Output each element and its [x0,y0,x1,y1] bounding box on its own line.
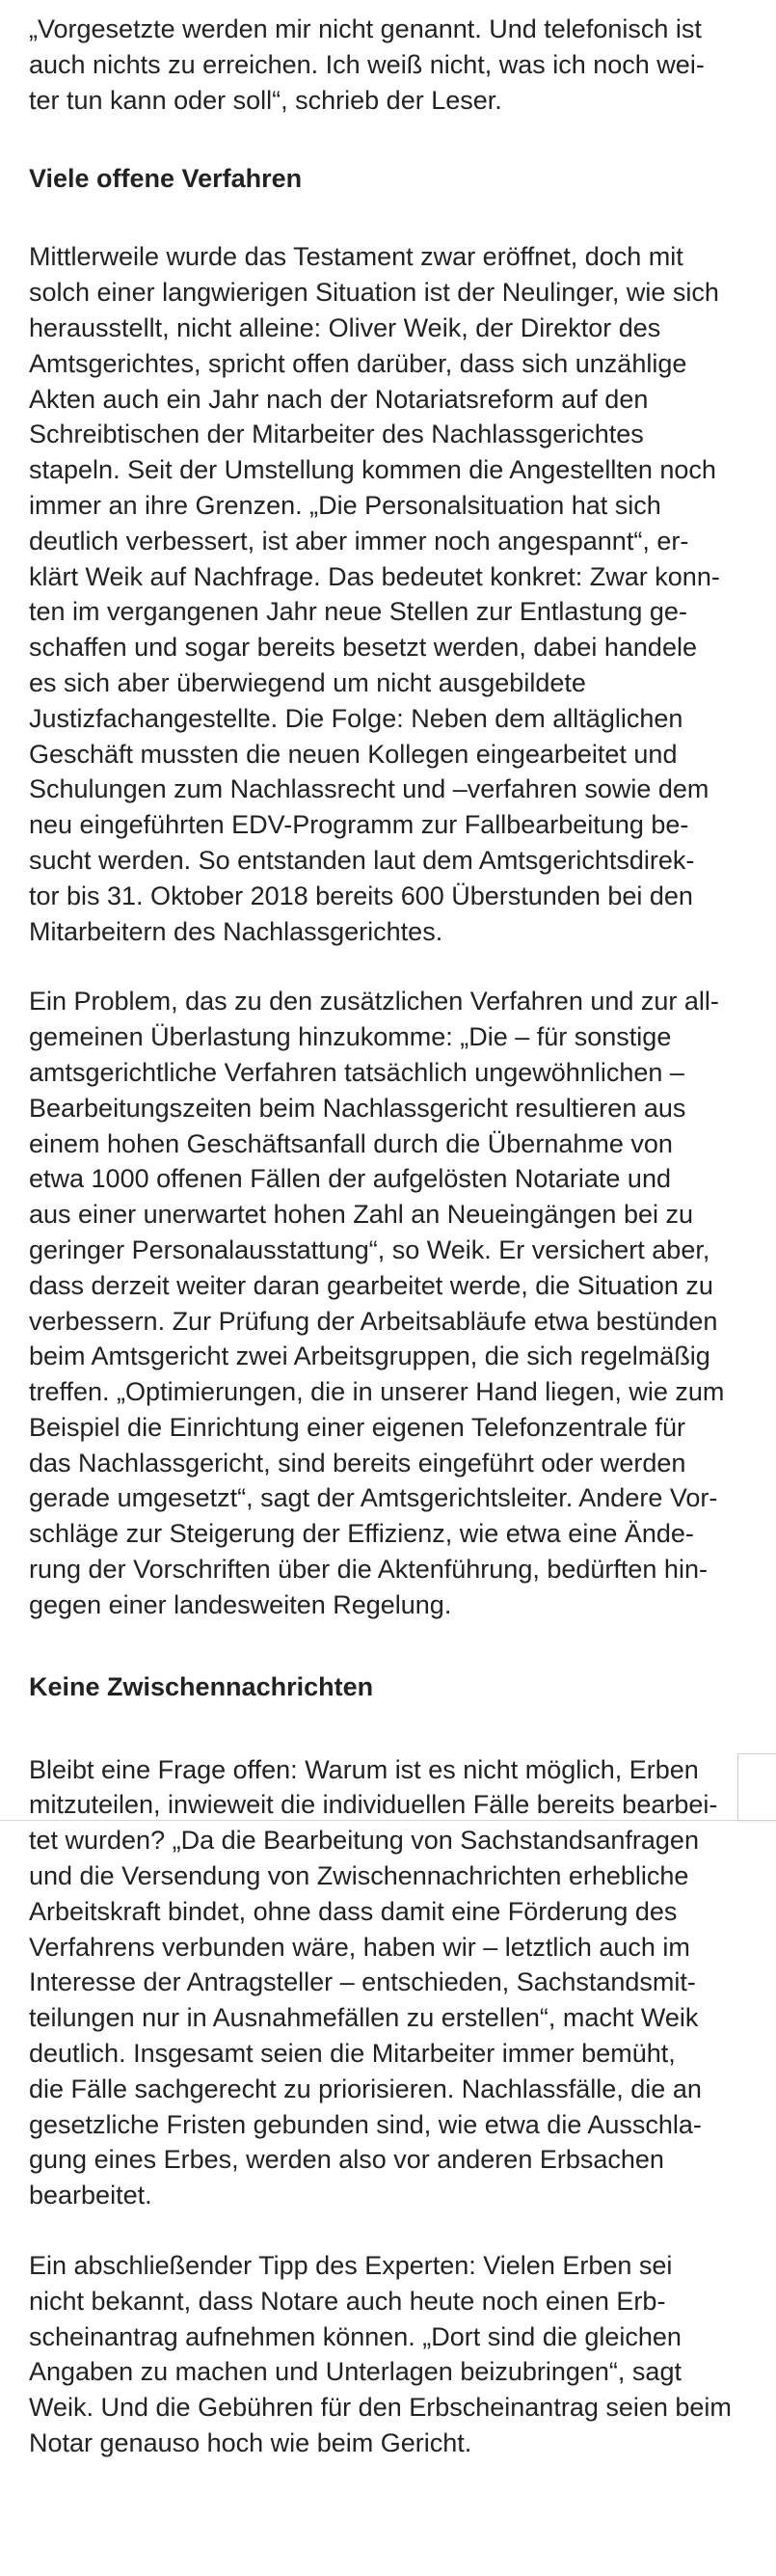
text-line: immer an ihre Grenzen. „Die Personalsituation hat sich [29,490,661,520]
text-line: verbessern. Zur Prüfung der Arbeitsabläufe etwa bestünden [29,1306,718,1336]
text-line: schaffen und sogar bereits besetzt werden, dabei handele [29,633,697,663]
section-heading-viele-offene-verfahren: Viele offene Verfahren [29,164,303,194]
paragraph-problem-ueberlastung [29,984,750,1622]
text-line: Bleibt eine Frage offen: Warum ist es nicht möglich, Erben [29,1754,699,1784]
text-line: mitzuteilen, inwieweit die individuellen Fälle bereits bearbei- [29,1790,718,1820]
text-line: rung der Vorschriften über die Aktenführung, bedürften hin- [29,1555,708,1585]
text-line: Schulungen zum Nachlassrecht und –verfahren sowie dem [29,774,709,804]
side-scroll-widget[interactable] [737,1753,776,1821]
text-line: Justizfachangestellte. Die Folge: Neben dem alltäglichen [29,703,683,733]
text-line: gemeinen Überlastung hinzukomme: „Die – für sonstige [29,1022,672,1052]
text-line: teilungen nur in Ausnahmefällen zu erstellen“, macht Weik [29,2003,699,2033]
paragraph-personalsituation [29,239,750,949]
text-line: tor bis 31. Oktober 2018 bereits 600 Überstunden bei den [29,881,693,910]
text-line: Bearbeitungszeiten beim Nachlassgericht resultieren aus [29,1093,686,1123]
intro-paragraph [29,12,750,118]
text-line: scheinantrag aufnehmen können. „Dort sind die gleichen [29,2321,682,2351]
text-line: gesetzliche Fristen gebunden sind, wie etwa die Ausschla- [29,2109,702,2139]
text-line: das Nachlassgericht, sind bereits eingeführt oder werden [29,1448,686,1478]
text-line: Weik. Und die Gebühren für den Erbscheinantrag seien beim [29,2393,732,2423]
text-line: Verfahrens verbunden wäre, haben wir – letztlich auch im [29,1932,690,1962]
text-line: nicht bekannt, dass Notare auch heute noch einen Erb- [29,2286,666,2316]
text-line: schläge zur Steigerung der Effizienz, wie etwa eine Ände- [29,1519,694,1549]
text-line: Angaben zu machen und Unterlagen beizubringen“, sagt [29,2357,682,2387]
text-line: etwa 1000 offenen Fällen der aufgelösten Notariate und [29,1164,671,1194]
text-line: deutlich verbessert, ist aber immer noch angespannt“, er- [29,526,689,556]
text-line: „Vorgesetzte werden mir nicht genannt. Und telefonisch ist [29,14,702,43]
text-line: Amtsgerichtes, spricht offen darüber, dass sich unzählige [29,348,687,378]
text-line: solch einer langwierigen Situation ist der Neulinger, wie sich [29,278,719,308]
text-line: Beispiel die Einrichtung einer eigenen Telefonzentrale für [29,1412,685,1442]
overlay-divider [0,1820,776,1821]
text-line: und die Versendung von Zwischennachrichten erhebliche [29,1861,689,1891]
text-line: gung eines Erbes, werden also vor anderen Erbsachen [29,2145,664,2175]
section-heading-keine-zwischennachrichten: Keine Zwischennachrichten [29,1671,374,1701]
text-line: gegen einer landesweiten Regelung. [29,1589,452,1619]
text-line: gerade umgesetzt“, sagt der Amtsgerichtsleiter. Andere Vor- [29,1483,718,1513]
text-line: einem hohen Geschäftsanfall durch die Übernahme von [29,1128,673,1158]
text-line: Akten auch ein Jahr nach der Notariatsreform auf den [29,384,649,414]
text-line: sucht werden. So entstanden laut dem Amtsgerichtsdirek- [29,845,695,875]
text-line: amtsgerichtliche Verfahren tatsächlich ungewöhnlichen – [29,1057,684,1087]
text-line: Mittlerweile wurde das Testament zwar eröffnet, doch mit [29,242,683,272]
text-line: deutlich. Insgesamt seien die Mitarbeiter immer bemüht, [29,2039,676,2069]
text-line: stapeln. Seit der Umstellung kommen die Angestellten noch [29,455,716,485]
article-body [29,0,750,2461]
text-line: Schreibtischen der Mitarbeiter des Nachlassgerichtes [29,420,644,449]
text-line: beim Amtsgericht zwei Arbeitsgruppen, die sich regelmäßig [29,1342,710,1371]
text-line: aus einer unerwartet hohen Zahl an Neueingängen bei zu [29,1200,693,1230]
text-line: Ein abschließender Tipp des Experten: Vielen Erben sei [29,2251,673,2281]
text-line: klärt Weik auf Nachfrage. Das bedeutet konkret: Zwar konn- [29,561,720,591]
text-line: es sich aber überwiegend um nicht ausgebildete [29,667,586,697]
text-line: ten im vergangenen Jahr neue Stellen zur Entlastung ge- [29,597,687,627]
paragraph-sachstandsanfragen [29,1752,750,2213]
text-line: bearbeitet. [29,2181,152,2210]
text-line: auch nichts zu erreichen. Ich weiß nicht, was ich noch wei- [29,49,705,79]
text-line: Geschäft mussten die neuen Kollegen eingearbeitet und [29,739,678,769]
text-line: Notar genauso hoch wie beim Gericht. [29,2428,472,2458]
text-line: geringer Personalausstattung“, so Weik. Er versichert aber, [29,1234,710,1264]
text-line: ter tun kann oder soll“, schrieb der Leser. [29,85,502,115]
text-line: treffen. „Optimierungen, die in unserer Hand liegen, wie zum [29,1377,725,1407]
text-line: Ein Problem, das zu den zusätzlichen Verfahren und zur all- [29,987,719,1017]
text-line: dass derzeit weiter daran gearbeitet werde, die Situation zu [29,1270,713,1300]
text-line: herausstellt, nicht alleine: Oliver Weik, der Direktor des [29,312,661,342]
text-line: Arbeitskraft bindet, ohne dass damit eine Förderung des [29,1896,678,1926]
text-line: tet wurden? „Da die Bearbeitung von Sachstandsanfragen [29,1826,699,1856]
text-line: Mitarbeitern des Nachlassgerichtes. [29,916,443,946]
text-line: Interesse der Antragsteller – entschieden, Sachstandsmit- [29,1967,696,1997]
paragraph-abschliessender-tipp [29,2248,750,2461]
text-line: neu eingeführten EDV-Programm zur Fallbearbeitung be- [29,810,689,840]
text-line: die Fälle sachgerecht zu priorisieren. Nachlassfälle, die an [29,2074,702,2103]
